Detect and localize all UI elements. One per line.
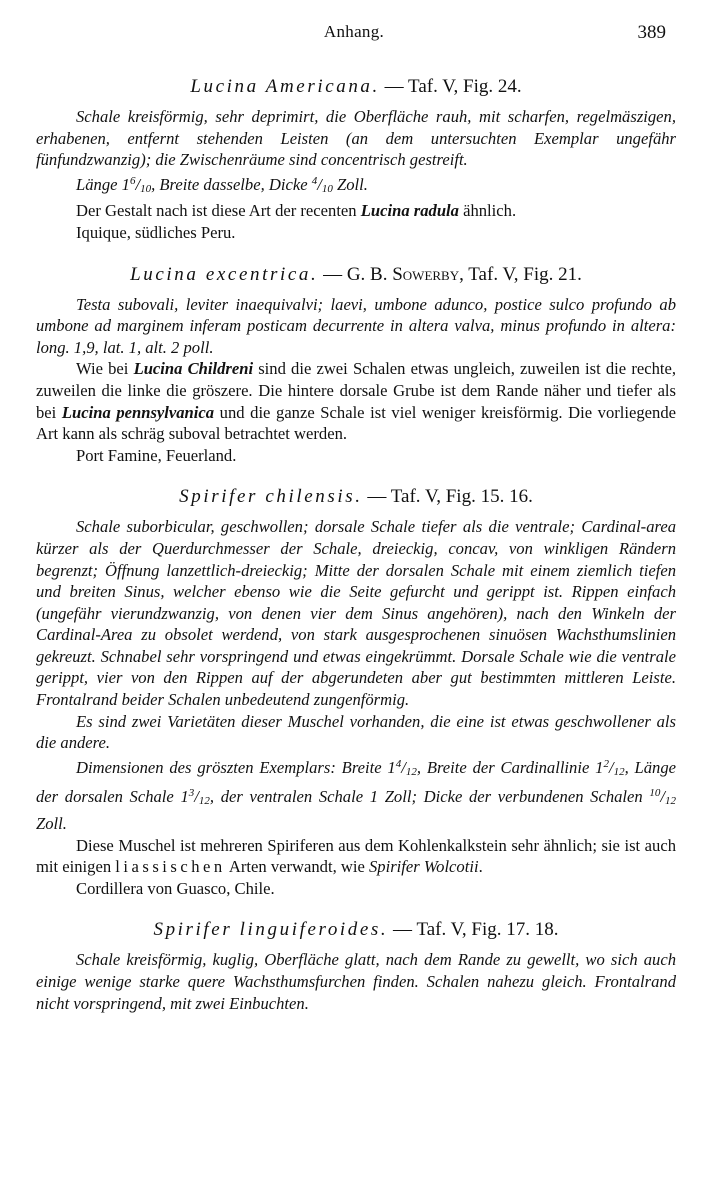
species-description: Schale kreisförmig, sehr deprimirt, die Oberfläche rauh, mit scharfen, regelmäszigen, erhabenen, entfernt stehenden Leisten (an dem untersuchten Exemplar ungefähr fünfundzwanzig); die Zwischenräume sind concentrisch gestreift. <box>36 107 676 170</box>
species-name: Spirifer linguiferoides. <box>153 919 389 941</box>
plate-reference: — Taf. V, Fig. 15. 16. <box>362 486 533 508</box>
comparison-note: Der Gestalt nach ist diese Art der recenten Lucina radula ähnlich. <box>76 201 517 221</box>
latin-diagnosis: Testa subovali, leviter inaequivalvi; laevi, umbone adunco, postice sulco profundo ab umbone ad marginem inferam posticam decurrente in altera valva, minus profundo in altera: long. 1,9, lat. 1, alt. 2 poll. <box>36 294 676 357</box>
running-title: Anhang. <box>323 22 385 41</box>
running-header <box>0 22 708 46</box>
plate-reference: — Taf. V, Fig. 24. <box>379 76 522 97</box>
species-entry-lucina-excentrica <box>36 262 676 467</box>
species-name: Spirifer chilensis. <box>179 486 363 508</box>
page-number: 389 <box>637 22 666 43</box>
species-entry-spirifer-linguiferoides <box>36 917 676 1014</box>
species-name: Lucina excentrica. <box>130 263 319 285</box>
species-heading <box>36 917 676 943</box>
dimensions-line: Dimensionen des gröszten Exemplars: Breite $1^4/_{12}$, Breite der Cardinallinie $1^2/_{12}$, Länge der dorsalen Schale $1^3/_{12}$, der ventralen Schale 1 Zoll; Dicke der verbundenen Schalen $^{10}/_{12}$ Zoll. <box>36 757 677 834</box>
species-discussion: Wie bei Lucina Childreni sind die zwei Schalen etwas ungleich, zuweilen ist die rechte, zuweilen die linke die gröszere. Die hintere dorsale Grube ist dem Rande näher und tiefer als bei Lucina pennsylvanica und die ganze Schale ist viel weniger kreisförmig. Die vorliegende Art kann als schräg suboval betrachtet werden. <box>36 359 676 444</box>
species-name: Lucina Americana. <box>190 76 380 97</box>
varieties-note: Es sind zwei Varietäten dieser Muschel vorhanden, die eine ist etwas geschwollener als die andere. <box>36 711 676 753</box>
species-description: Schale kreisförmig, kuglig, Oberfläche glatt, nach dem Rande zu gewellt, wo sich auch einige wenige starke quere Wachsthumsfurchen finden. Schalen nahezu gleich. Frontalrand nicht vorspringend, mit zwei Einbuchten. <box>36 950 676 1013</box>
dimensions-line: Länge $1^6/_{10}$, Breite dasselbe, Dicke $^4/_{10}$ Zoll. <box>76 174 368 195</box>
species-heading <box>36 74 676 100</box>
locality: Cordillera von Guasco, Chile. <box>76 878 275 898</box>
species-description: Schale suborbicular, geschwollen; dorsale Schale tiefer als die ventrale; Cardinal-area kürzer als der Querdurchmesser der Schale, dreieckig, concav, von winkligen Rändern begrenzt; Öffnung lanzettlich-dreieckig; Mitte der dorsalen Schale mit einem ziemlich tiefen und breiten Sinus, welcher ebenso wie die Seite gefurcht und gerippt ist. Rippen einfach (ungefähr vierundzwanzig, von denen vier dem Sinus angehören), nach den Winkeln der Cardinal-Area zu obsolet werdend, von stark ausgesprochenen sinuösen Wachsthumslinien gekreuzt. Schnabel sehr vorspringend und etwas eingekrümmt. Dorsale Schale wie die ventrale gerippt, vier von den Rippen auf der abgerundeten aber gut bestimmten mittleren Leiste. Frontalrand beider Schalen unbedeutend zungenförmig. <box>36 517 676 710</box>
species-entry-spirifer-chilensis <box>36 484 676 899</box>
species-heading: Lucina excentrica. — G. B. Sowerby, Taf. V, Fig. 21. <box>130 263 582 285</box>
species-heading <box>36 484 676 510</box>
locality: Iquique, südliches Peru. <box>76 222 236 242</box>
plate-reference: — Taf. V, Fig. 17. 18. <box>388 919 559 941</box>
page-body <box>36 74 676 1032</box>
comparison-note: Diese Muschel ist mehreren Spiriferen aus dem Kohlenkalkstein sehr ähnlich; sie ist auch mit einigen liassischen Arten verwandt, wie Spirifer Wolcotii. <box>36 835 676 877</box>
species-entry-lucina-americana <box>36 74 676 244</box>
author-name: G. B. Sowerby <box>346 263 460 285</box>
locality: Port Famine, Feuerland. <box>76 445 237 465</box>
